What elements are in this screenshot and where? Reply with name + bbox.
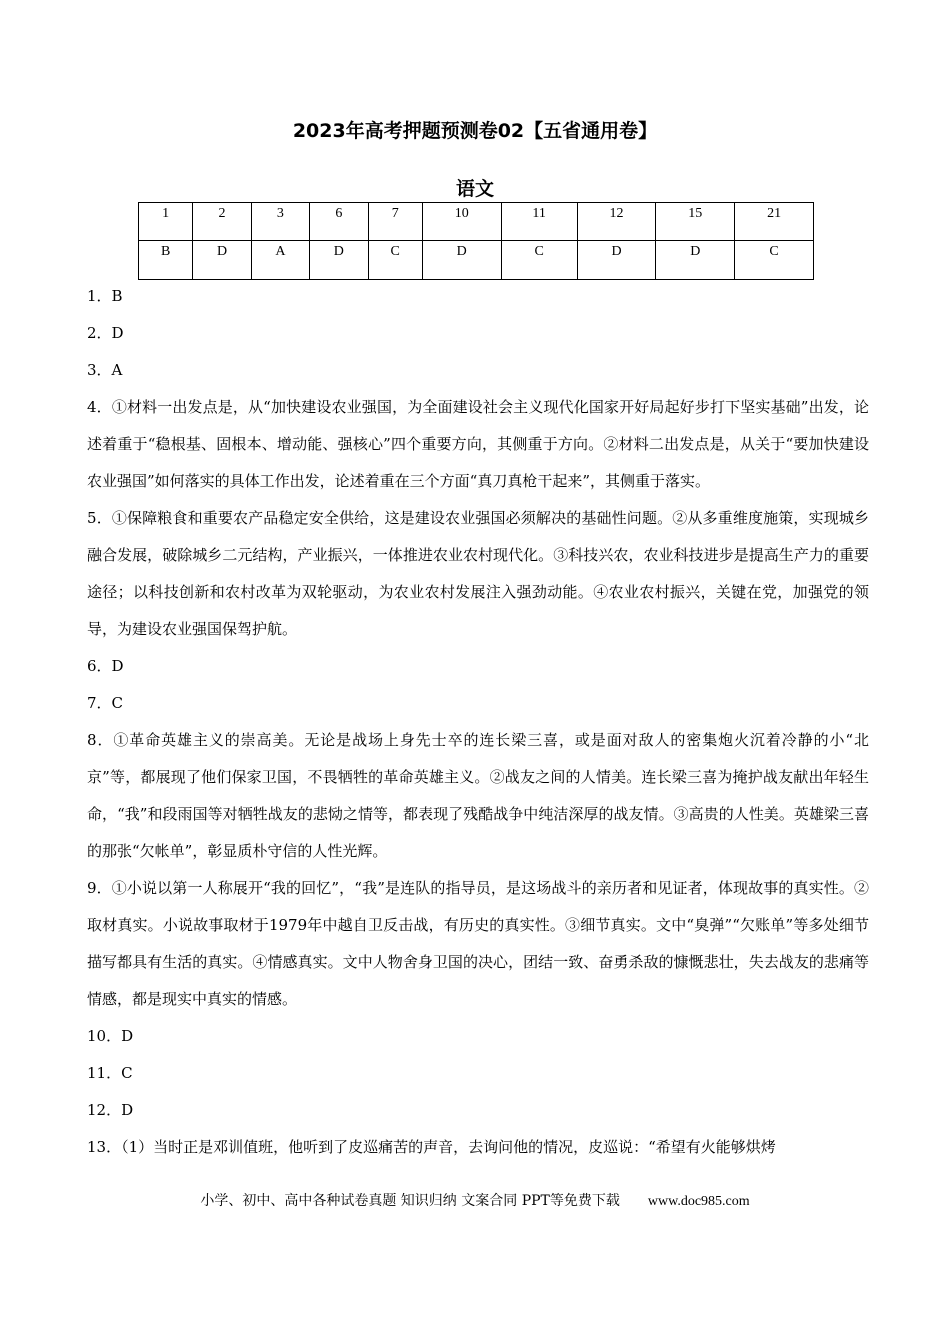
question-number-row <box>139 203 814 241</box>
answer-item-1: 1．B <box>87 287 123 305</box>
answer-item-5: 5．①保障粮食和重要农产品稳定安全供给，这是建设农业强国必须解决的基础性问题。②从多重维度施策，实现城乡融合发展，破除城乡二元结构，产业振兴，一体推进农业农村现代化。③科技兴农，农业科技进步是提高生产力的重要途径；以科技创新和农村改革为双轮驱动，为农业农村发展注入强劲动能。④农业农村振兴，关键在党，加强党的领导，为建设农业强国保驾护航。 <box>87 509 869 638</box>
subject-title: 语文 <box>455 178 494 200</box>
question-number-cell: 1 <box>139 203 193 241</box>
answer-item-6: 6．D <box>87 657 124 675</box>
answer-row <box>139 241 814 280</box>
answer-cell: C <box>735 241 814 280</box>
answer-item-13: 13．（1）当时正是邓训值班，他听到了皮巡痛苦的声音，去询问他的情况，皮巡说：“希望有火能够烘烤 <box>87 1138 776 1156</box>
answer-cell: D <box>656 241 735 280</box>
answer-cell: B <box>139 241 193 280</box>
answer-cell: A <box>251 241 309 280</box>
answer-item-12: 12．D <box>87 1101 134 1119</box>
answer-cell: D <box>310 241 368 280</box>
answer-item-8: 8．①革命英雄主义的崇高美。无论是战场上身先士卒的连长梁三喜，或是面对敌人的密集炮火沉着冷静的小“北京”等，都展现了他们保家卫国，不畏牺牲的革命英雄主义。②战友之间的人情美。连长梁三喜为掩护战友献出年轻生命，“我”和段雨国等对牺牲战友的悲恸之情等，都表现了残酷战争中纯洁深厚的战友情。③高贵的人性美。英雄梁三喜的那张“欠帐单”，彰显质朴守信的人性光辉。 <box>87 731 869 860</box>
question-number-cell: 3 <box>251 203 309 241</box>
answer-cell: D <box>422 241 501 280</box>
question-number-cell: 2 <box>193 203 251 241</box>
question-number-cell: 21 <box>735 203 814 241</box>
answer-item-3: 3．A <box>87 361 123 379</box>
page-footer <box>0 1190 950 1210</box>
answer-cell: D <box>577 241 656 280</box>
question-number-cell: 11 <box>501 203 577 241</box>
answer-table <box>138 202 814 280</box>
question-number-cell: 10 <box>422 203 501 241</box>
answer-item-2: 2．D <box>87 324 124 342</box>
answer-cell: C <box>368 241 422 280</box>
question-number-cell: 15 <box>656 203 735 241</box>
answer-item-7: 7．C <box>87 694 124 712</box>
footer-url-link[interactable]: www.doc985.com <box>647 1194 750 1209</box>
answer-item-10: 10．D <box>87 1027 134 1045</box>
answer-cell: D <box>193 241 251 280</box>
answer-cell: C <box>501 241 577 280</box>
question-number-cell: 12 <box>577 203 656 241</box>
question-number-cell: 7 <box>368 203 422 241</box>
answer-item-11: 11．C <box>87 1064 133 1082</box>
answer-explanations <box>87 278 869 1166</box>
page-title: 2023年高考押题预测卷02【五省通用卷】 <box>292 120 658 142</box>
footer-text: 小学、初中、高中各种试卷真题 知识归纳 文案合同 PPT等免费下载 <box>200 1193 620 1209</box>
answer-item-4: 4．①材料一出发点是，从“加快建设农业强国，为全面建设社会主义现代化国家开好局起好步打下坚实基础”出发，论述着重于“稳根基、固根本、增动能、强核心”四个重要方向，其侧重于方向。②材料二出发点是，从关于“要加快建设农业强国”如何落实的具体工作出发，论述着重在三个方面“真刀真枪干起来”，其侧重于落实。 <box>87 398 869 490</box>
answer-item-9: 9．①小说以第一人称展开“我的回忆”，“我”是连队的指导员，是这场战斗的亲历者和见证者，体现故事的真实性。②取材真实。小说故事取材于1979年中越自卫反击战，有历史的真实性。③细节真实。文中“臭弹”“欠账单”等多处细节描写都具有生活的真实。④情感真实。文中人物舍身卫国的决心，团结一致、奋勇杀敌的慷慨悲壮，失去战友的悲痛等情感，都是现实中真实的情感。 <box>87 879 869 1008</box>
question-number-cell: 6 <box>310 203 368 241</box>
